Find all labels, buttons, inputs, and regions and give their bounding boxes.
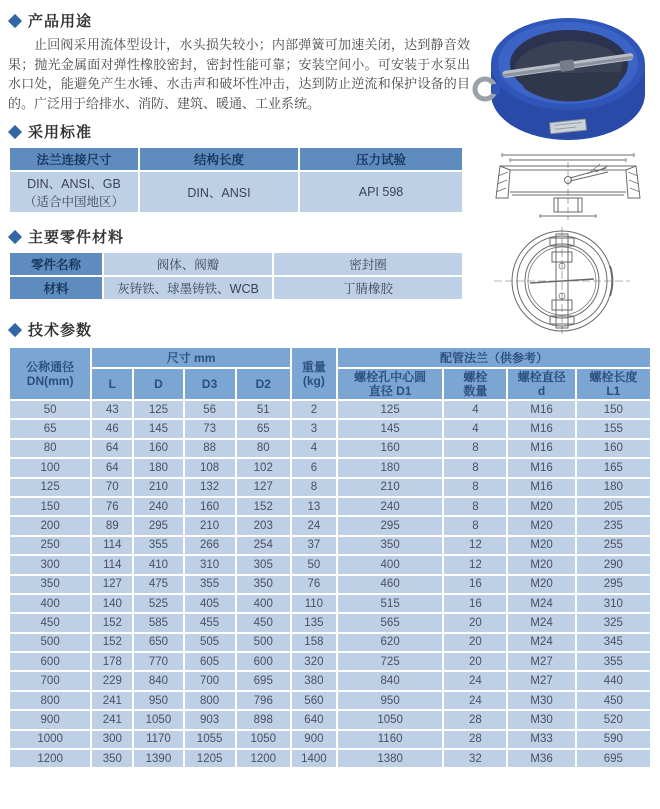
tech-header-bolt-circle-line1: 螺栓孔中心圆	[354, 370, 427, 384]
tech-table-cell: 20	[444, 653, 506, 670]
tech-table-cell: 450	[10, 614, 90, 631]
tech-table-cell: 80	[237, 440, 290, 457]
tech-table-row	[10, 459, 650, 476]
tech-table-cell: 305	[237, 556, 290, 573]
tech-table-cell: 20	[444, 634, 506, 651]
tech-table-cell: 3	[292, 420, 336, 437]
materials-cell: 灰铸铁、球墨铸铁、WCB	[104, 277, 272, 299]
tech-table-cell: 1050	[237, 731, 290, 748]
tech-table-cell: 410	[134, 556, 182, 573]
tech-header-bolt-dia-line2: d	[537, 384, 546, 398]
materials-cell: 密封圈	[274, 253, 462, 275]
tech-table-cell: 255	[577, 537, 650, 554]
tech-table-cell: 500	[10, 634, 90, 651]
tech-table-cell: M20	[508, 498, 574, 515]
tech-table-cell: 800	[185, 692, 235, 709]
tech-table-cell: 152	[92, 634, 132, 651]
tech-table-row	[10, 479, 650, 496]
tech-table-cell: 152	[92, 614, 132, 631]
tech-table-cell: 8	[292, 479, 336, 496]
tech-table-cell: 241	[92, 711, 132, 728]
tech-table-cell: 160	[577, 440, 650, 457]
tech-table-cell: 380	[292, 672, 336, 689]
tech-table-cell: 400	[237, 595, 290, 612]
tech-table-cell: 320	[292, 653, 336, 670]
tech-table-row	[10, 556, 650, 573]
tech-table-cell: 80	[10, 440, 90, 457]
standards-flange-line2: （适合中国地区）	[23, 195, 124, 209]
tech-table-row	[10, 517, 650, 534]
tech-table-cell: 20	[444, 614, 506, 631]
tech-table-row	[10, 731, 650, 748]
tech-table-cell: 300	[92, 731, 132, 748]
tech-table-cell: 560	[292, 692, 336, 709]
tech-table-cell: 290	[577, 556, 650, 573]
tech-table-cell: 6	[292, 459, 336, 476]
tech-table-cell: 210	[185, 517, 235, 534]
tech-table-cell: 4	[444, 401, 506, 418]
section-title: 技术参数	[28, 322, 93, 339]
tech-table-cell: 50	[10, 401, 90, 418]
tech-table-cell: 1000	[10, 731, 90, 748]
tech-table-row	[10, 576, 650, 593]
tech-table-cell: 125	[338, 401, 442, 418]
tech-table-cell: M20	[508, 576, 574, 593]
tech-table-cell: 110	[292, 595, 336, 612]
tech-header-bolt-dia-line1: 螺栓直径	[517, 370, 566, 384]
tech-table-cell: 64	[92, 459, 132, 476]
tech-header-D: D	[134, 369, 182, 399]
diamond-bullet-icon	[8, 13, 22, 27]
tech-header-D2: D2	[237, 369, 290, 399]
tech-table-cell: M33	[508, 731, 574, 748]
valve-cross-section-drawing	[488, 150, 648, 228]
tech-table-cell: 1050	[338, 711, 442, 728]
tech-table-row	[10, 653, 650, 670]
tech-table-cell: 76	[92, 498, 132, 515]
tech-table-cell: 180	[338, 459, 442, 476]
tech-table-cell: 8	[444, 479, 506, 496]
tech-table-cell: 4	[444, 420, 506, 437]
tech-header-bolt-len	[577, 369, 650, 399]
tech-table-cell: 800	[10, 692, 90, 709]
tech-table-cell: 460	[338, 576, 442, 593]
tech-table-cell: 840	[134, 672, 182, 689]
tech-header-bolt-len-line1: 螺栓长度	[589, 370, 638, 384]
tech-header-dn-line1: 公称通径	[26, 359, 75, 374]
tech-table-cell: 76	[292, 576, 336, 593]
section-title: 产品用途	[28, 13, 93, 30]
tech-table-cell: 88	[185, 440, 235, 457]
tech-table-cell: M24	[508, 634, 574, 651]
tech-table-cell: 28	[444, 731, 506, 748]
tech-table-cell: 102	[237, 459, 290, 476]
tech-table-cell: 240	[134, 498, 182, 515]
diamond-bullet-icon	[8, 322, 22, 336]
tech-table-row	[10, 692, 650, 709]
tech-table-cell: 65	[10, 420, 90, 437]
tech-table-cell: 180	[577, 479, 650, 496]
tech-table-cell: 590	[577, 731, 650, 748]
tech-header-bolt-qty-line1: 螺栓	[463, 370, 488, 384]
tech-table-cell: 178	[92, 653, 132, 670]
tech-table-cell: 525	[134, 595, 182, 612]
tech-table-cell: M16	[508, 459, 574, 476]
tech-table-cell: 114	[92, 556, 132, 573]
tech-table-cell: M30	[508, 711, 574, 728]
tech-table-cell: 898	[237, 711, 290, 728]
tech-table-cell: M30	[508, 692, 574, 709]
tech-table-row	[10, 595, 650, 612]
tech-header-flange-group: 配管法兰（供参考）	[338, 348, 650, 367]
tech-table-cell: 125	[134, 401, 182, 418]
tech-table-cell: 24	[444, 672, 506, 689]
tech-table-cell: 350	[92, 750, 132, 767]
tech-table-cell: 650	[134, 634, 182, 651]
tech-table-cell: M24	[508, 595, 574, 612]
tech-table-cell: 1200	[237, 750, 290, 767]
tech-table-cell: 145	[338, 420, 442, 437]
tech-header-bolt-qty	[444, 369, 506, 399]
tech-table-cell: 770	[134, 653, 182, 670]
tech-table-cell: 350	[338, 537, 442, 554]
tech-table-cell: M27	[508, 672, 574, 689]
tech-table-cell: 295	[338, 517, 442, 534]
tech-table-row	[10, 440, 650, 457]
tech-table-cell: 160	[338, 440, 442, 457]
tech-header-dn-line2: DN(mm)	[26, 373, 74, 388]
tech-table-cell: 8	[444, 498, 506, 515]
tech-table-cell: 12	[444, 537, 506, 554]
tech-table-cell: M24	[508, 614, 574, 631]
tech-table-cell: M16	[508, 401, 574, 418]
tech-table-cell: M16	[508, 420, 574, 437]
tech-table-cell: 400	[10, 595, 90, 612]
diamond-bullet-icon	[8, 229, 22, 243]
tech-table-cell: 300	[10, 556, 90, 573]
tech-table-cell: 725	[338, 653, 442, 670]
tech-table-cell: 70	[92, 479, 132, 496]
tech-table-cell: 1160	[338, 731, 442, 748]
tech-table-cell: M36	[508, 750, 574, 767]
standards-header-flange: 法兰连接尺寸	[10, 148, 138, 170]
tech-table-cell: 205	[577, 498, 650, 515]
tech-header-L: L	[92, 369, 132, 399]
tech-table-cell: 160	[134, 440, 182, 457]
tech-table-cell: 350	[10, 576, 90, 593]
tech-table-cell: 695	[577, 750, 650, 767]
tech-table-row	[10, 420, 650, 437]
standards-cell-flange	[10, 172, 138, 212]
tech-table-cell: 355	[134, 537, 182, 554]
tech-table-cell: 295	[577, 576, 650, 593]
valve-front-view-drawing	[490, 226, 640, 336]
tech-header-bolt-circle	[338, 369, 442, 399]
tech-table-body	[10, 401, 650, 767]
tech-table-cell: 16	[444, 595, 506, 612]
tech-table-cell: 254	[237, 537, 290, 554]
usage-paragraph: 止回阀采用流体型设计，水头损失较小；内部弹簧可加速关闭，达到静音效果；抛光金属面对弹性橡胶密封，密封性能可靠；安装空间小。可安装于水泵出水口处，能避免产生水锤、水击声和破坏性冲击，达到防止逆流和保护设备的目的。广泛用于给排水、消防、建筑、暖通、工业系统。	[8, 37, 470, 111]
tech-table-cell: 350	[237, 576, 290, 593]
tech-table-cell: 250	[10, 537, 90, 554]
tech-table-cell: 585	[134, 614, 182, 631]
tech-header-bolt-circle-line2: 直径 D1	[368, 384, 412, 398]
tech-table-cell: 310	[577, 595, 650, 612]
tech-table-cell: 450	[577, 692, 650, 709]
standards-cell-pressure: API 598	[300, 172, 462, 212]
tech-table-cell: 520	[577, 711, 650, 728]
tech-table-cell: 345	[577, 634, 650, 651]
materials-cell: 丁腈橡胶	[274, 277, 462, 299]
tech-table-cell: 355	[185, 576, 235, 593]
tech-table-cell: 355	[577, 653, 650, 670]
section-title: 主要零件材料	[28, 229, 125, 246]
tech-table-cell: 796	[237, 692, 290, 709]
tech-table-cell: 145	[134, 420, 182, 437]
tech-table-cell: 235	[577, 517, 650, 534]
tech-table-cell: M20	[508, 556, 574, 573]
tech-table-cell: 1400	[292, 750, 336, 767]
tech-table-cell: 32	[444, 750, 506, 767]
tech-table-cell: 515	[338, 595, 442, 612]
tech-header-weight	[292, 348, 336, 399]
tech-table-cell: 51	[237, 401, 290, 418]
tech-table-cell: 125	[10, 479, 90, 496]
tech-table-cell: 65	[237, 420, 290, 437]
tech-table-cell: 620	[338, 634, 442, 651]
tech-table-cell: 8	[444, 459, 506, 476]
tech-table-cell: 108	[185, 459, 235, 476]
tech-header-bolt-len-line2: L1	[606, 384, 621, 398]
tech-header-weight-line1: 重量	[301, 359, 326, 374]
tech-table-cell: 12	[444, 556, 506, 573]
tech-table-cell: 950	[338, 692, 442, 709]
standards-header-length: 结构长度	[140, 148, 298, 170]
tech-header-dn	[10, 348, 90, 399]
tech-table-cell: 950	[134, 692, 182, 709]
tech-table-cell: 1050	[134, 711, 182, 728]
tech-table-cell: 50	[292, 556, 336, 573]
standards-table	[8, 146, 464, 214]
tech-table-cell: 229	[92, 672, 132, 689]
tech-table-cell: 1380	[338, 750, 442, 767]
tech-table-cell: 400	[338, 556, 442, 573]
tech-table-cell: 241	[92, 692, 132, 709]
tech-table-cell: 4	[292, 440, 336, 457]
tech-table-cell: 200	[10, 517, 90, 534]
dual-plate-check-valve-photo	[472, 10, 654, 146]
materials-table	[8, 251, 464, 301]
tech-header-D3: D3	[185, 369, 235, 399]
tech-table-row	[10, 711, 650, 728]
tech-table-cell: M27	[508, 653, 574, 670]
tech-table-cell: 700	[185, 672, 235, 689]
tech-table-cell: 203	[237, 517, 290, 534]
tech-table-cell: 56	[185, 401, 235, 418]
tech-table-cell: M20	[508, 517, 574, 534]
diamond-bullet-icon	[8, 124, 22, 138]
tech-table-cell: 700	[10, 672, 90, 689]
section-title: 采用标准	[28, 124, 93, 141]
tech-table-row	[10, 498, 650, 515]
tech-table-cell: 150	[10, 498, 90, 515]
section-standards-heading	[8, 121, 470, 142]
tech-table-cell: 903	[185, 711, 235, 728]
tech-table-cell: 135	[292, 614, 336, 631]
tech-table-cell: 114	[92, 537, 132, 554]
tech-table-cell: 325	[577, 614, 650, 631]
tech-table-cell: 152	[237, 498, 290, 515]
tech-table-row	[10, 672, 650, 689]
tech-table-cell: 165	[577, 459, 650, 476]
tech-table-cell: 505	[185, 634, 235, 651]
tech-table-cell: 73	[185, 420, 235, 437]
tech-table-cell: 180	[134, 459, 182, 476]
materials-cell: 阀体、阀瓣	[104, 253, 272, 275]
tech-header-bolt-qty-line2: 数量	[463, 384, 488, 398]
tech-table-cell: 1200	[10, 750, 90, 767]
standards-header-pressure: 压力试验	[300, 148, 462, 170]
tech-table-row	[10, 614, 650, 631]
tech-table-cell: 900	[10, 711, 90, 728]
tech-table-cell: 1055	[185, 731, 235, 748]
tech-table-row	[10, 537, 650, 554]
standards-cell-length: DIN、ANSI	[140, 172, 298, 212]
tech-table-cell: 500	[237, 634, 290, 651]
tech-table-cell: M16	[508, 440, 574, 457]
tech-table-cell: 100	[10, 459, 90, 476]
tech-table-cell: 8	[444, 517, 506, 534]
tech-table-cell: 37	[292, 537, 336, 554]
materials-row-label: 材料	[10, 277, 102, 299]
tech-table-cell: 405	[185, 595, 235, 612]
section-usage-heading	[8, 10, 470, 31]
tech-table-cell: 210	[134, 479, 182, 496]
tech-table-cell: 140	[92, 595, 132, 612]
tech-table-cell: 150	[577, 401, 650, 418]
tech-table-cell: 600	[10, 653, 90, 670]
tech-table-cell: 16	[444, 576, 506, 593]
tech-table-cell: 310	[185, 556, 235, 573]
tech-header-bolt-dia	[508, 369, 574, 399]
image-column	[470, 4, 652, 336]
tech-table-cell: 440	[577, 672, 650, 689]
tech-table-cell: 2	[292, 401, 336, 418]
tech-table-cell: 28	[444, 711, 506, 728]
tech-table-cell: 89	[92, 517, 132, 534]
tech-table-cell: 295	[134, 517, 182, 534]
tech-table-row	[10, 750, 650, 767]
tech-table-cell: 565	[338, 614, 442, 631]
tech-table-cell: M16	[508, 479, 574, 496]
tech-table-cell: 600	[237, 653, 290, 670]
tech-table-cell: 46	[92, 420, 132, 437]
tech-table-cell: 900	[292, 731, 336, 748]
tech-table-cell: 127	[92, 576, 132, 593]
tech-table-cell: 13	[292, 498, 336, 515]
section-tech-heading	[8, 319, 470, 340]
tech-table-cell: 158	[292, 634, 336, 651]
tech-table-cell: 64	[92, 440, 132, 457]
tech-table-cell: 132	[185, 479, 235, 496]
tech-table-cell: 640	[292, 711, 336, 728]
tech-table-cell: 240	[338, 498, 442, 515]
section-materials-heading	[8, 226, 470, 247]
tech-table-cell: 475	[134, 576, 182, 593]
standards-flange-line1: DIN、ANSI、GB	[27, 177, 121, 191]
tech-header-size-group: 尺寸 mm	[92, 348, 290, 367]
tech-table-cell: 266	[185, 537, 235, 554]
tech-table-cell: 127	[237, 479, 290, 496]
tech-table-cell: 605	[185, 653, 235, 670]
tech-table-cell: 24	[292, 517, 336, 534]
text-column	[8, 4, 470, 344]
tech-table	[8, 346, 652, 769]
tech-table-cell: 43	[92, 401, 132, 418]
tech-table-cell: 840	[338, 672, 442, 689]
tech-table-cell: 1205	[185, 750, 235, 767]
tech-table-cell: 210	[338, 479, 442, 496]
tech-table-cell: 695	[237, 672, 290, 689]
tech-table-row	[10, 634, 650, 651]
tech-header-weight-line2: (kg)	[302, 373, 325, 388]
tech-table-cell: 450	[237, 614, 290, 631]
tech-table-cell: 8	[444, 440, 506, 457]
materials-row-label: 零件名称	[10, 253, 102, 275]
tech-table-cell: 455	[185, 614, 235, 631]
tech-table-cell: 1170	[134, 731, 182, 748]
tech-table-cell: M20	[508, 537, 574, 554]
tech-table-cell: 155	[577, 420, 650, 437]
tech-table-cell: 1390	[134, 750, 182, 767]
tech-table-row	[10, 401, 650, 418]
tech-table-cell: 24	[444, 692, 506, 709]
tech-table-cell: 160	[185, 498, 235, 515]
